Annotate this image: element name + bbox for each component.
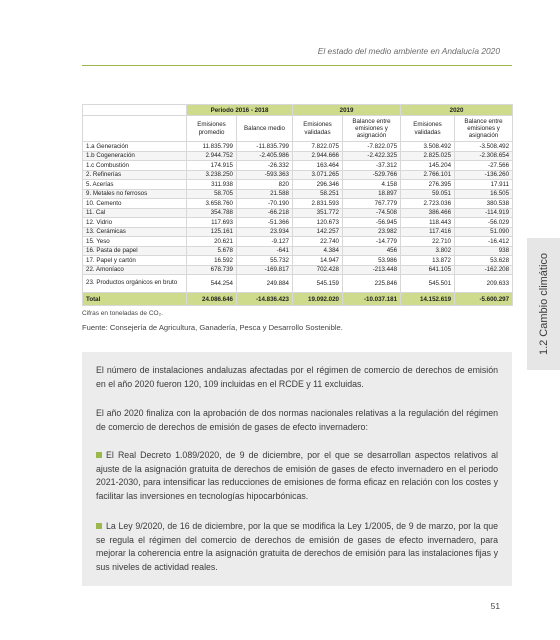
value-cell: 19.092.020 bbox=[293, 293, 343, 306]
row-label: 23. Productos orgánicos en bruto bbox=[83, 275, 187, 293]
row-label: Total bbox=[83, 293, 187, 306]
value-cell: 58.251 bbox=[293, 189, 343, 199]
value-cell: -641 bbox=[237, 246, 293, 256]
table-row bbox=[83, 275, 513, 293]
table-row bbox=[83, 208, 513, 218]
table-row bbox=[83, 237, 513, 247]
table-row bbox=[83, 161, 513, 171]
value-cell: -136.260 bbox=[455, 170, 513, 180]
row-label: 15. Yeso bbox=[83, 237, 187, 247]
value-cell: 767.779 bbox=[343, 199, 401, 209]
value-cell: 16.592 bbox=[187, 256, 237, 266]
value-cell: -9.127 bbox=[237, 237, 293, 247]
value-cell: -7.822.075 bbox=[343, 142, 401, 152]
value-cell: 24.086.646 bbox=[187, 293, 237, 306]
value-cell: 163.464 bbox=[293, 161, 343, 171]
value-cell: 20.621 bbox=[187, 237, 237, 247]
row-label: 1.b Cogeneración bbox=[83, 151, 187, 161]
value-cell: 456 bbox=[343, 246, 401, 256]
value-cell: 22.740 bbox=[293, 237, 343, 247]
bullet-text: El Real Decreto 1.089/2020, de 9 de diciembre, por el que se desarrollan aspectos relativos al ajuste de la asignación gratuita de derechos de emisión de gases de efecto invernadero en el periodo 2021-2030, para intensificar las reducciones de emisiones de forma eficaz en relación con los costes y facilitar las inversiones en tecnologías hipocarbónicas. bbox=[96, 450, 498, 501]
column-header: Balance entre emisiones y asignación bbox=[343, 116, 401, 142]
row-label: 22. Amoníaco bbox=[83, 265, 187, 275]
bullet-paragraph bbox=[96, 520, 498, 574]
value-cell: 53.986 bbox=[343, 256, 401, 266]
value-cell: -51.366 bbox=[237, 218, 293, 228]
page-number: 51 bbox=[490, 601, 500, 611]
value-cell: -593.363 bbox=[237, 170, 293, 180]
value-cell: -70.190 bbox=[237, 199, 293, 209]
row-label: 1.c Combustión bbox=[83, 161, 187, 171]
value-cell: 5.678 bbox=[187, 246, 237, 256]
row-label: 16. Pasta de papel bbox=[83, 246, 187, 256]
square-bullet-icon bbox=[96, 523, 102, 529]
table-row bbox=[83, 151, 513, 161]
column-header: Emisiones validadas bbox=[293, 116, 343, 142]
emissions-table bbox=[82, 104, 513, 306]
value-cell: -162.208 bbox=[455, 265, 513, 275]
paragraph: El número de instalaciones andaluzas afectadas por el régimen de comercio de derechos de emisión en el año 2020 fueron 120, 109 incluidas en el RCDE y 11 excluidas. bbox=[96, 365, 498, 389]
value-cell: 23.934 bbox=[237, 227, 293, 237]
value-cell: 296.346 bbox=[293, 180, 343, 190]
running-header: El estado del medio ambiente en Andalucía 2020 bbox=[317, 46, 500, 56]
table-row bbox=[83, 189, 513, 199]
value-cell: 2.944.666 bbox=[293, 151, 343, 161]
value-cell: -213.448 bbox=[343, 265, 401, 275]
value-cell: 18.897 bbox=[343, 189, 401, 199]
value-cell: 59.051 bbox=[401, 189, 455, 199]
column-header: Balance entre emisiones y asignación bbox=[455, 116, 513, 142]
table-row bbox=[83, 265, 513, 275]
value-cell: -56.945 bbox=[343, 218, 401, 228]
value-cell: -26.332 bbox=[237, 161, 293, 171]
square-bullet-icon bbox=[96, 452, 102, 458]
value-cell: 820 bbox=[237, 180, 293, 190]
value-cell: 678.739 bbox=[187, 265, 237, 275]
value-cell: 209.633 bbox=[455, 275, 513, 293]
table-row bbox=[83, 180, 513, 190]
corner-cell bbox=[83, 116, 187, 142]
corner-cell bbox=[83, 105, 187, 116]
value-cell: -14.779 bbox=[343, 237, 401, 247]
value-cell: 2.944.752 bbox=[187, 151, 237, 161]
value-cell: -37.312 bbox=[343, 161, 401, 171]
value-cell: 11.835.799 bbox=[187, 142, 237, 152]
value-cell: 3.802 bbox=[401, 246, 455, 256]
value-cell: 125.161 bbox=[187, 227, 237, 237]
value-cell: 58.705 bbox=[187, 189, 237, 199]
value-cell: 351.772 bbox=[293, 208, 343, 218]
value-cell: 641.105 bbox=[401, 265, 455, 275]
table-body bbox=[83, 142, 513, 306]
group-header-2016-2018: Periodo 2016 - 2018 bbox=[187, 105, 293, 116]
value-cell: 2.766.101 bbox=[401, 170, 455, 180]
value-cell: 4.158 bbox=[343, 180, 401, 190]
value-cell: 174.915 bbox=[187, 161, 237, 171]
value-cell: -529.766 bbox=[343, 170, 401, 180]
value-cell: 545.501 bbox=[401, 275, 455, 293]
value-cell: 225.846 bbox=[343, 275, 401, 293]
value-cell: 3.238.250 bbox=[187, 170, 237, 180]
value-cell: -114.919 bbox=[455, 208, 513, 218]
text-box bbox=[82, 352, 512, 586]
value-cell: 4.384 bbox=[293, 246, 343, 256]
value-cell: 545.159 bbox=[293, 275, 343, 293]
column-header: Emisiones promedio bbox=[187, 116, 237, 142]
value-cell: -16.412 bbox=[455, 237, 513, 247]
total-row bbox=[83, 293, 513, 306]
value-cell: 276.395 bbox=[401, 180, 455, 190]
source-note: Fuente: Consejería de Agricultura, Ganadería, Pesca y Desarrollo Sostenible. bbox=[82, 323, 343, 332]
value-cell: 702.428 bbox=[293, 265, 343, 275]
value-cell: 380.538 bbox=[455, 199, 513, 209]
column-header: Balance medio bbox=[237, 116, 293, 142]
table-row bbox=[83, 246, 513, 256]
table-row bbox=[83, 142, 513, 152]
chapter-label: 1.2 Cambio climático bbox=[537, 252, 550, 356]
row-label: 2. Refinerías bbox=[83, 170, 187, 180]
table-row bbox=[83, 218, 513, 228]
value-cell: 117.693 bbox=[187, 218, 237, 228]
value-cell: 2.831.593 bbox=[293, 199, 343, 209]
value-cell: -74.508 bbox=[343, 208, 401, 218]
bullet-text: La Ley 9/2020, de 16 de diciembre, por la que se modifica la Ley 1/2005, de 9 de marzo, por la que se regula el régimen del comercio de derechos de emisión de gases de efecto invernadero, para mejorar la coherencia entre la asignación gratuita de derechos de emisión para las instalaciones fijas y sus niveles de actividad reales. bbox=[96, 521, 498, 572]
value-cell: 2.825.025 bbox=[401, 151, 455, 161]
group-header-2019: 2019 bbox=[293, 105, 401, 116]
value-cell: 544.254 bbox=[187, 275, 237, 293]
value-cell: 53.628 bbox=[455, 256, 513, 266]
value-cell: -66.218 bbox=[237, 208, 293, 218]
value-cell: 354.788 bbox=[187, 208, 237, 218]
table-column-header-row bbox=[83, 116, 513, 142]
value-cell: 3.071.265 bbox=[293, 170, 343, 180]
row-label: 5. Acerías bbox=[83, 180, 187, 190]
value-cell: 14.152.619 bbox=[401, 293, 455, 306]
value-cell: 17.911 bbox=[455, 180, 513, 190]
value-cell: -3.508.492 bbox=[455, 142, 513, 152]
value-cell: 142.257 bbox=[293, 227, 343, 237]
row-label: 13. Cerámicas bbox=[83, 227, 187, 237]
value-cell: 51.090 bbox=[455, 227, 513, 237]
table-row bbox=[83, 256, 513, 266]
row-label: 1.a Generación bbox=[83, 142, 187, 152]
value-cell: 14.947 bbox=[293, 256, 343, 266]
value-cell: 2.723.036 bbox=[401, 199, 455, 209]
value-cell: 386.466 bbox=[401, 208, 455, 218]
row-label: 12. Vidrio bbox=[83, 218, 187, 228]
value-cell: 118.443 bbox=[401, 218, 455, 228]
value-cell: 55.732 bbox=[237, 256, 293, 266]
value-cell: -2.422.325 bbox=[343, 151, 401, 161]
value-cell: 938 bbox=[455, 246, 513, 256]
value-cell: -2.308.654 bbox=[455, 151, 513, 161]
units-note: Cifras en toneladas de CO₂. bbox=[82, 310, 163, 317]
row-label: 9. Metales no ferrosos bbox=[83, 189, 187, 199]
value-cell: 7.822.075 bbox=[293, 142, 343, 152]
value-cell: -10.037.181 bbox=[343, 293, 401, 306]
value-cell: -27.566 bbox=[455, 161, 513, 171]
value-cell: 117.416 bbox=[401, 227, 455, 237]
table-row bbox=[83, 227, 513, 237]
paragraph: El año 2020 finaliza con la aprobación de dos normas nacionales relativas a la regulación del régimen de comercio de derechos de emisión de gases de efecto invernadero: bbox=[96, 408, 498, 432]
value-cell: 145.204 bbox=[401, 161, 455, 171]
value-cell: -56.029 bbox=[455, 218, 513, 228]
value-cell: 21.588 bbox=[237, 189, 293, 199]
value-cell: 120.673 bbox=[293, 218, 343, 228]
value-cell: -14.836.423 bbox=[237, 293, 293, 306]
bullet-paragraph bbox=[96, 449, 498, 503]
group-header-2020: 2020 bbox=[401, 105, 513, 116]
chapter-side-tab bbox=[527, 238, 560, 370]
row-label: 10. Cemento bbox=[83, 199, 187, 209]
header-divider bbox=[82, 65, 512, 66]
value-cell: 22.710 bbox=[401, 237, 455, 247]
value-cell: -2.405.986 bbox=[237, 151, 293, 161]
table-group-header-row bbox=[83, 105, 513, 116]
value-cell: 3.508.492 bbox=[401, 142, 455, 152]
value-cell: 13.872 bbox=[401, 256, 455, 266]
value-cell: 249.884 bbox=[237, 275, 293, 293]
value-cell: -11.835.799 bbox=[237, 142, 293, 152]
column-header: Emisiones validadas bbox=[401, 116, 455, 142]
table-row bbox=[83, 199, 513, 209]
row-label: 17. Papel y cartón bbox=[83, 256, 187, 266]
value-cell: 23.982 bbox=[343, 227, 401, 237]
table-row bbox=[83, 170, 513, 180]
value-cell: 3.658.760 bbox=[187, 199, 237, 209]
value-cell: -5.600.297 bbox=[455, 293, 513, 306]
value-cell: -169.817 bbox=[237, 265, 293, 275]
value-cell: 311.938 bbox=[187, 180, 237, 190]
value-cell: 16.505 bbox=[455, 189, 513, 199]
row-label: 11. Cal bbox=[83, 208, 187, 218]
